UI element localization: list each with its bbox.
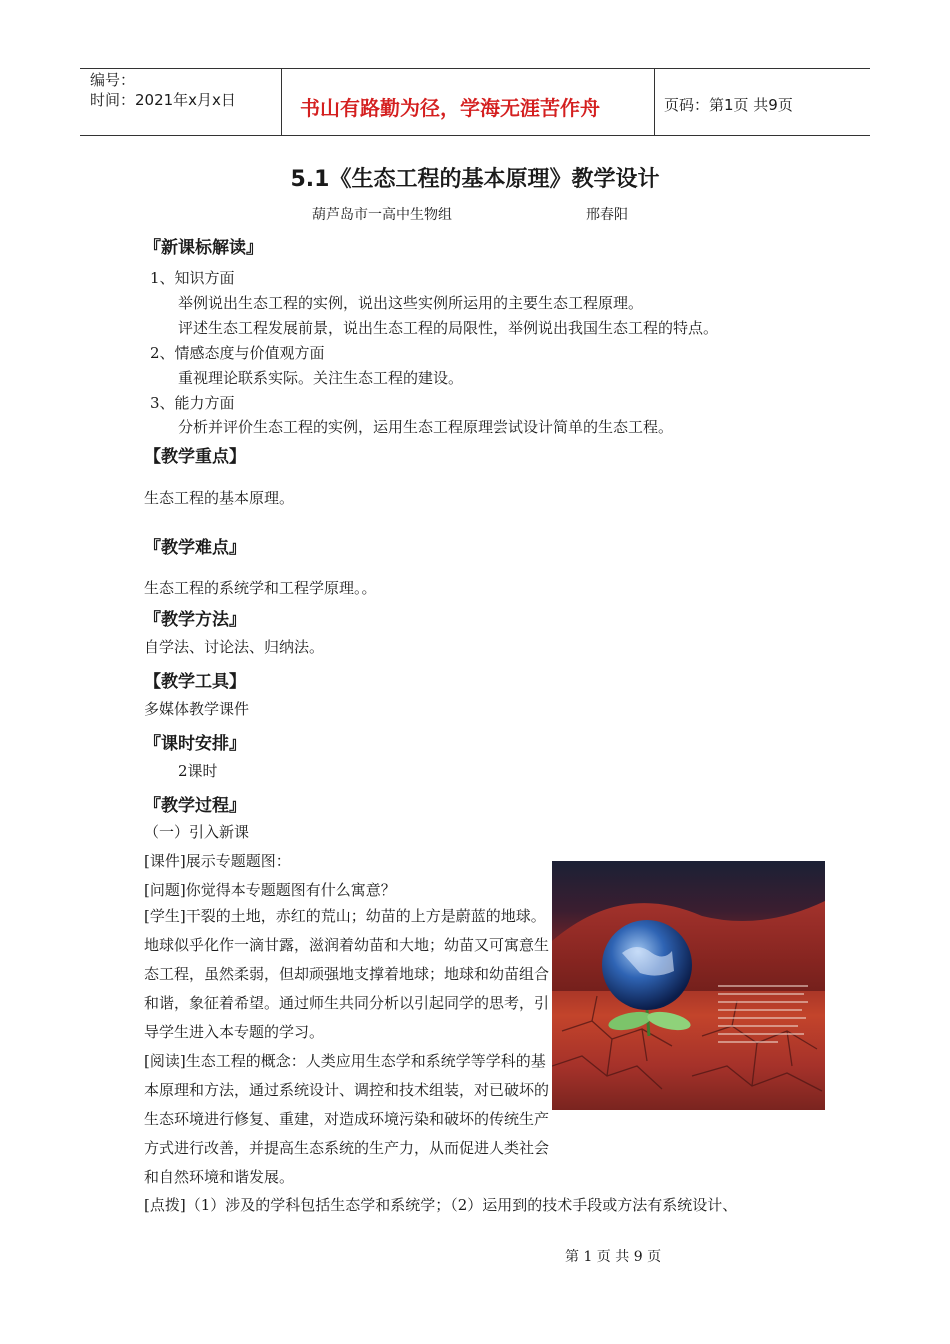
header-page-code: 页码：第1页 共9页 xyxy=(664,96,793,114)
section-heading-schedule: 『课时安排』 xyxy=(144,734,246,754)
page-footer: 第 1 页 共 9 页 xyxy=(565,1249,662,1265)
seedling-leaf-icon xyxy=(646,1009,692,1034)
tools-text: 多媒体教学课件 xyxy=(144,700,250,718)
curriculum-item: 评述生态工程发展前景，说出生态工程的局限性，举例说出我国生态工程的特点。 xyxy=(178,319,719,337)
header-motto: 书山有路勤为径，学海无涯苦作舟 xyxy=(300,96,600,120)
curriculum-item: 分析并评价生态工程的实例，运用生态工程原理尝试设计简单的生态工程。 xyxy=(178,418,674,436)
methods-text: 自学法、讨论法、归纳法。 xyxy=(144,638,325,656)
key-points-text: 生态工程的基本原理。 xyxy=(144,489,295,507)
schedule-text: 2课时 xyxy=(178,762,218,780)
section-heading-curriculum: 『新课标解读』 xyxy=(144,238,263,258)
topic-cover-image xyxy=(552,861,825,1110)
header-date-label: 时间：2021年x月x日 xyxy=(90,91,236,109)
curriculum-item: 举例说出生态工程的实例，说出这些实例所运用的主要生态工程原理。 xyxy=(178,294,644,312)
header-bottom-rule xyxy=(80,135,870,136)
process-question: [问题]你觉得本专题题图有什么寓意？ xyxy=(144,881,396,899)
curriculum-item: 3、能力方面 xyxy=(150,394,235,412)
process-reading-text: [阅读]生态工程的概念：人类应用生态学和系统学等学科的基本原理和方法，通过系统设计、调控和技术组装，对已破坏的生态环境进行修复、重建，对造成环境污染和破坏的传统生产方式进行改善，并提高生态系统的生产力，从而促进人类社会和自然环境和谐发展。 xyxy=(144,1052,550,1186)
section-heading-process: 『教学过程』 xyxy=(144,796,246,816)
difficulties-text: 生态工程的系统学和工程学原理。。 xyxy=(144,579,377,597)
section-heading-key-points: 【教学重点】 xyxy=(144,447,246,467)
header-serial-label: 编号： xyxy=(90,71,136,89)
author-school: 葫芦岛市一高中生物组 xyxy=(312,207,452,223)
process-reading-paragraph xyxy=(144,1047,552,1192)
header-divider-left xyxy=(281,68,282,135)
process-courseware: [课件]展示专题题图： xyxy=(144,852,291,870)
curriculum-item: 重视理论联系实际。关注生态工程的建设。 xyxy=(178,369,464,387)
process-student-paragraph: [学生]干裂的土地，赤红的荒山；幼苗的上方是蔚蓝的地球。地球似乎化作一滴甘露，滋润着幼苗和大地；幼苗又可寓意生态工程，虽然柔弱，但却顽强地支撑着地球；地球和幼苗组合和谐，象征着希望。通过师生共同分析以引起同学的思考，引导学生进入本专题的学习。 xyxy=(144,907,550,1041)
curriculum-item: 2、情感态度与价值观方面 xyxy=(150,344,325,362)
process-step-intro: （一）引入新课 xyxy=(144,823,250,841)
cover-illustration xyxy=(552,861,825,1110)
process-tip: [点拨]（1）涉及的学科包括生态学和系统学；（2）运用到的技术手段或方法有系统设计、 xyxy=(144,1196,738,1214)
curriculum-item: 1、知识方面 xyxy=(150,269,235,287)
section-heading-tools: 【教学工具】 xyxy=(144,672,246,692)
section-heading-methods: 『教学方法』 xyxy=(144,610,246,630)
header-divider-right xyxy=(654,68,655,135)
header-top-rule xyxy=(80,68,870,69)
section-heading-difficulties: 『教学难点』 xyxy=(144,538,246,558)
decorative-caption-texture xyxy=(718,985,808,1043)
document-title: 5.1《生态工程的基本原理》教学设计 xyxy=(290,167,660,192)
author-name: 邢春阳 xyxy=(586,207,628,223)
